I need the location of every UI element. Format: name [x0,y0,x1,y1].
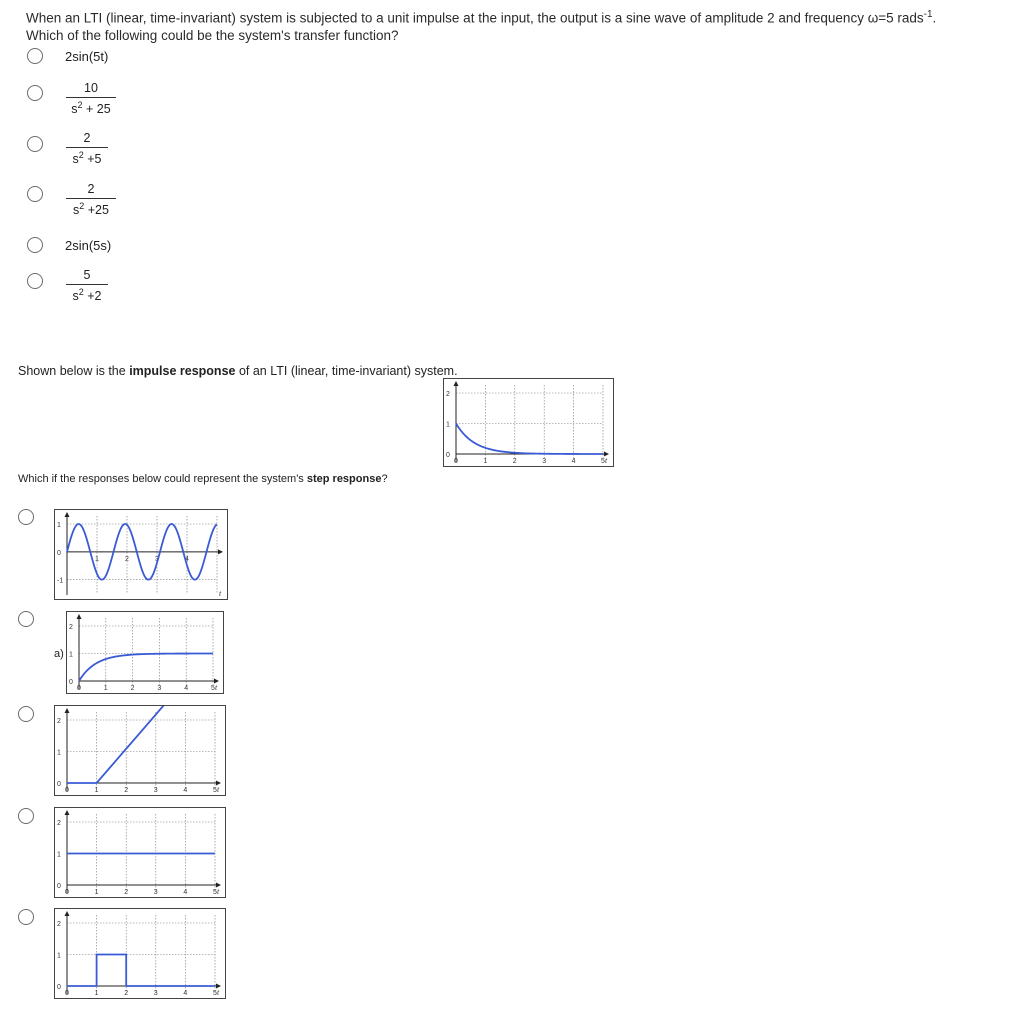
y-tick-label: 1 [57,952,61,960]
fraction-numerator: 2 [83,131,91,145]
x-tick-label: 1 [103,685,108,692]
t-axis-label: t [217,988,220,997]
fraction-numerator: 5 [83,268,91,282]
question-2-intro: Shown below is the impulse response of an LTI (linear, time-invariant) system. [18,364,458,378]
fraction-denominator: $s^2 +25$ [73,201,109,217]
x-tick-label: 4 [571,458,576,465]
fraction-denominator: $s^2 + 25$ [71,100,111,116]
x-tick-label: 1 [94,990,99,997]
x-tick-label: 2 [124,990,129,997]
y-tick-label: 1 [446,421,450,429]
x-tick-label: 2 [124,787,129,794]
prompt-line-1: When an LTI (linear, time-invariant) system is subjected to a unit impulse at the input, the output is a sine wave of amplitude 2 and frequency ω=5 rads [26,10,924,26]
q1-option-4-radio[interactable] [27,186,43,202]
q1-option-3-fraction [66,131,108,166]
x-tick-label: 2 [124,889,129,896]
exponential-rise-chart [67,612,223,693]
q2-option-5-radio[interactable] [18,909,34,925]
q1-option-4-fraction [66,182,116,217]
y-tick-label: 2 [69,624,73,631]
y-axis-arrow [65,810,70,815]
x-axis-arrow [218,549,223,554]
q1-option-5-text: 2sin(5s) [65,238,112,253]
fraction-denominator: $s^2 +2$ [72,287,102,303]
x-tick-label: 1 [95,555,99,563]
t-axis-label: t [217,785,220,794]
x-tick-label: 5 [213,889,217,896]
x-tick-label: 4 [183,990,188,997]
x-tick-label: 5 [601,458,605,465]
q2-option-2-radio[interactable] [18,611,34,627]
x-tick-label: 3 [157,685,162,692]
y-tick-label: -1 [57,577,64,585]
y-tick-label: 1 [57,851,61,859]
x-tick-label: 3 [153,787,158,794]
x-tick-label: 4 [184,685,189,692]
y-tick-label: 0 [446,452,450,459]
y-tick-label: 2 [57,718,61,725]
q2-option-4-plot [54,807,226,898]
impulse-response-chart [444,379,613,466]
y-tick-label: 0 [57,549,61,557]
option-a-label: a) [54,648,64,660]
x-tick-label: 5 [211,685,215,692]
q2-option-5-plot [54,908,226,999]
t-axis-label: t [605,456,608,465]
sine-response-chart [55,510,227,599]
fraction-denominator: $s^2 +5$ [72,150,102,166]
t-axis-label: t [215,683,218,692]
x-tick-label: 0 [454,458,458,465]
y-axis-arrow [65,708,70,713]
q2-option-4-radio[interactable] [18,808,34,824]
response-curve [67,955,215,987]
y-tick-label: 2 [57,921,61,928]
response-curve [79,654,213,681]
y-tick-label: 0 [57,781,61,788]
x-tick-label: 3 [542,458,547,465]
t-axis-label: t [219,589,222,598]
q2-option-1-plot [54,509,228,600]
y-tick-label: 0 [57,984,61,991]
fraction-numerator: 2 [87,182,95,196]
impulse-response-plot [443,378,614,467]
prompt-exponent: -1 [923,9,933,20]
prompt-line-2: Which of the following could be the system's transfer function? [26,27,399,43]
x-tick-label: 0 [65,787,69,794]
y-tick-label: 1 [69,651,73,659]
q2-option-1-radio[interactable] [18,509,34,525]
q1-option-6-fraction [66,268,108,303]
y-tick-label: 0 [57,883,61,890]
q2-option-3-plot [54,705,226,796]
y-tick-label: 1 [57,522,61,529]
q1-option-2-fraction [66,81,116,116]
x-tick-label: 0 [77,685,81,692]
t-axis-label: t [217,887,220,896]
x-tick-label: 0 [65,990,69,997]
x-tick-label: 2 [130,685,135,692]
prompt-end: . [932,10,937,26]
q2-option-3-radio[interactable] [18,706,34,722]
y-axis-arrow [77,614,82,619]
x-tick-label: 5 [213,787,217,794]
question-1-prompt [26,6,936,44]
y-tick-label: 1 [57,749,61,757]
fraction-numerator: 10 [84,81,98,95]
ramp-response-chart [55,706,225,795]
y-tick-label: 2 [446,391,450,398]
response-curve [456,424,603,454]
q1-option-6-radio[interactable] [27,273,43,289]
x-tick-label: 1 [94,889,99,896]
q1-option-3-radio[interactable] [27,136,43,152]
y-axis-arrow [65,512,70,517]
y-axis-arrow [65,911,70,916]
x-tick-label: 4 [185,555,189,563]
x-tick-label: 1 [94,787,99,794]
x-tick-label: 4 [183,889,188,896]
question-3-prompt: Which if the responses below could represent the system's step response? [18,473,388,485]
x-tick-label: 4 [183,787,188,794]
response-curve [67,706,165,783]
x-tick-label: 3 [153,889,158,896]
y-tick-label: 0 [69,679,73,686]
step-response-chart [55,808,225,897]
q1-option-1-text: 2sin(5t) [65,49,109,64]
x-tick-label: 1 [483,458,488,465]
x-tick-label: 2 [512,458,517,465]
x-tick-label: 2 [125,555,129,563]
q1-option-2-radio[interactable] [27,85,43,101]
q1-option-1-radio[interactable] [27,48,43,64]
y-axis-arrow [454,381,459,386]
x-tick-label: 0 [65,889,69,896]
x-tick-label: 5 [213,990,217,997]
pulse-response-chart [55,909,225,998]
x-tick-label: 3 [155,555,159,563]
x-tick-label: 3 [153,990,158,997]
y-tick-label: 2 [57,820,61,827]
q2-option-2-plot [66,611,224,694]
q1-option-5-radio[interactable] [27,237,43,253]
